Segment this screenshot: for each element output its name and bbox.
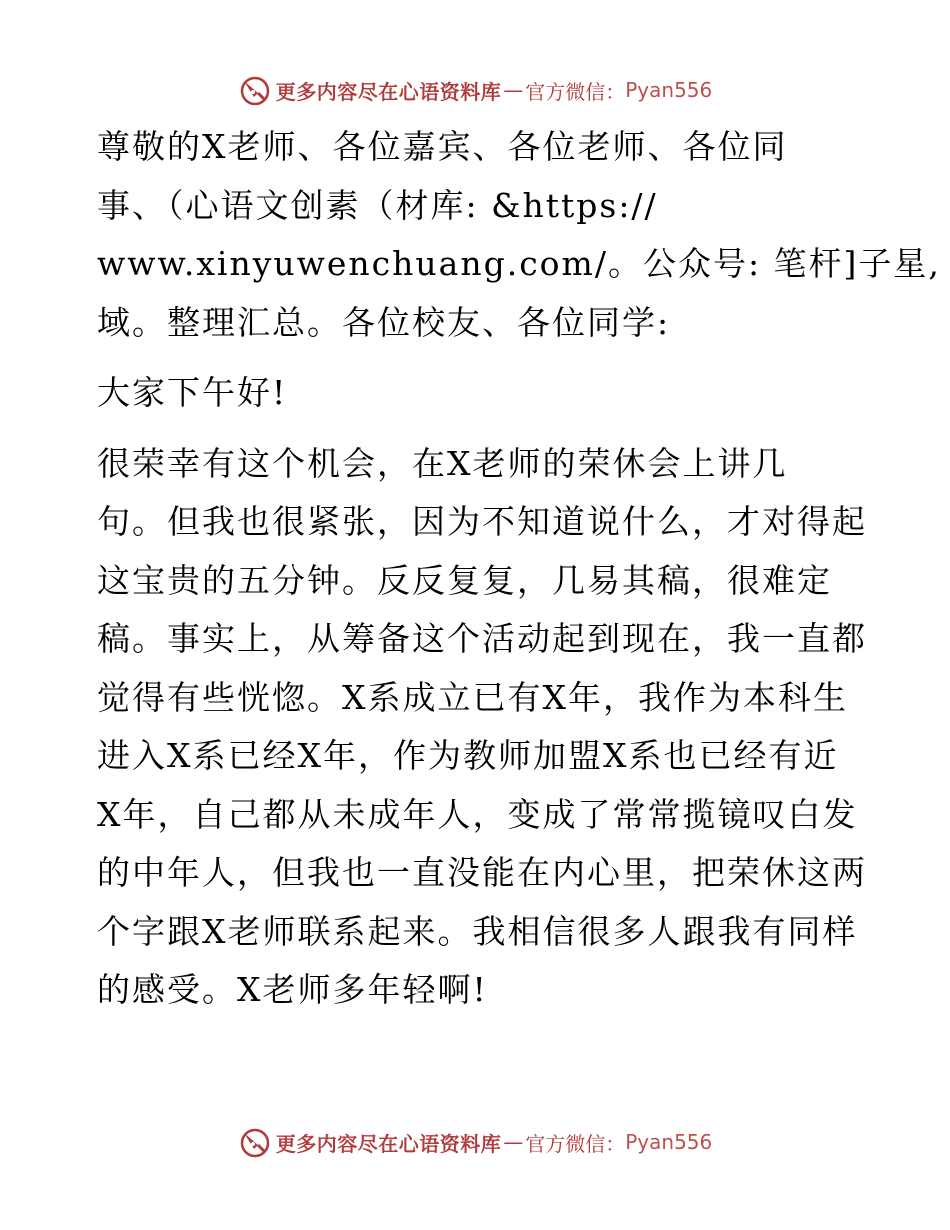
main-paragraph	[97, 435, 867, 1020]
text-line: 这宝贵的五分钟。反反复复，几易其稿，很难定	[97, 560, 832, 600]
footer-banner	[0, 1122, 950, 1162]
text-line: 事、（心语文创素（材库: &https://	[97, 185, 658, 225]
banner-wechat-id: Pyan556	[625, 78, 713, 102]
banner-wechat-id: Pyan556	[625, 1130, 713, 1154]
salutation-paragraph	[97, 118, 941, 352]
text-line: 觉得有些恍惚。X系成立已有X年，我作为本科生	[97, 677, 848, 717]
banner-label: 官方微信：	[525, 79, 626, 104]
banner-brand: 更多内容尽在心语资料库	[275, 79, 502, 104]
text-line: 进入X系已经X年，作为教师加盟X系也已经有近	[97, 736, 839, 775]
header-banner	[0, 70, 950, 110]
text-line: 很荣幸有这个机会，在X老师的荣休会上讲几	[97, 443, 788, 483]
text-line: 个字跟X老师联系起来。我相信很多人跟我有同样	[97, 911, 858, 951]
text-line: 尊敬的X老师、各位嘉宾、各位老师、各位同	[97, 127, 788, 166]
pen-nib-logo-icon	[238, 73, 272, 107]
text-line: 域。整理汇总。各位校友、各位同学:	[97, 302, 671, 342]
pen-nib-logo-icon	[238, 1125, 272, 1159]
text-line: 的感受。X老师多年轻啊!	[97, 970, 488, 1009]
text-line: www.xinyuwenchuang.com/。公众号: 笔杆]子星,	[97, 244, 941, 283]
text-line: X年，自己都从未成年人，变成了常常揽镜叹白发	[97, 794, 858, 834]
text-line: 句。但我也很紧张，因为不知道说什么，才对得起	[97, 502, 867, 541]
banner-separator: —	[503, 78, 524, 102]
document-body	[97, 118, 941, 1020]
banner-separator: —	[503, 1130, 524, 1154]
greeting-paragraph: 大家下午好!	[97, 373, 288, 412]
banner-label: 官方微信：	[525, 1131, 626, 1156]
text-line: 稿。事实上，从筹备这个活动起到现在，我一直都	[97, 619, 867, 658]
text-line: 的中年人，但我也一直没能在内心里，把荣休这两	[97, 853, 867, 892]
banner-brand: 更多内容尽在心语资料库	[275, 1131, 502, 1156]
